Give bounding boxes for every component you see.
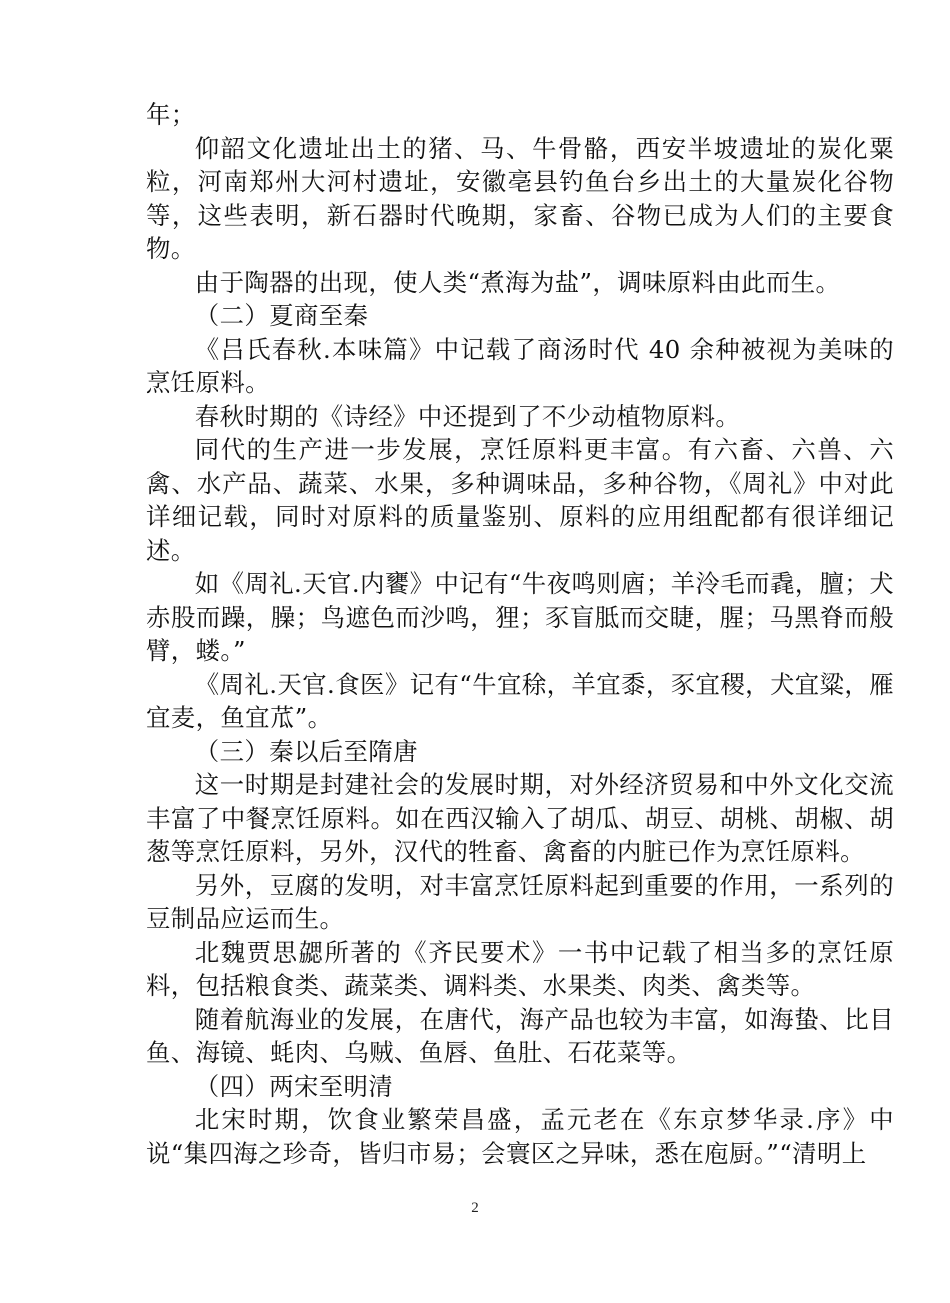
section-heading-3: （三）秦以后至隋唐 [194, 736, 418, 766]
paragraph-3: 由于陶器的出现，使人类“煮海为盐”，调味原料由此而生。 [194, 267, 841, 297]
document-body [146, 98, 894, 1170]
paragraph-2: 仰韶文化遗址出土的猪、马、牛骨骼，西安半坡遗址的炭化粟粒，河南郑州大河村遗址，安徽亳县钓鱼台乡出土的大量炭化谷物等，这些表明，新石器时代晚期，家畜、谷物已成为人们的主要食物。 [146, 133, 894, 263]
section-heading-2: （二）夏商至秦 [194, 301, 369, 330]
paragraph-7: 如《周礼.天官.内饔》中记有“牛夜鸣则庮；羊泠毛而毳，膻；犬赤股而躁，臊；鸟遮色而沙鸣，狸；豕盲胝而交睫，腥；马黑脊而般臂，蝼。” [146, 569, 894, 665]
page-number: 2 [471, 1200, 479, 1216]
paragraph-1: 年； [146, 100, 196, 129]
paragraph-11: 北魏贾思勰所著的《齐民要术》一书中记载了相当多的烹饪原料，包括粮食类、蔬菜类、调料类、水果类、肉类、禽类等。 [146, 937, 894, 1000]
section-heading-4: （四）两宋至明清 [194, 1071, 394, 1101]
paragraph-13: 北宋时期，饮食业繁荣昌盛，孟元老在《东京梦华录.序》中说“集四海之珍奇，皆归市易；会寰区之异味，悉在庖厨。”“清明上 [146, 1105, 894, 1168]
paragraph-10: 另外，豆腐的发明，对丰富烹饪原料起到重要的作用，一系列的豆制品应运而生。 [146, 870, 894, 933]
paragraph-4: 《吕氏春秋.本味篇》中记载了商汤时代 40 余种被视为美味的烹饪原料。 [146, 334, 894, 397]
paragraph-9: 这一时期是封建社会的发展时期，对外经济贸易和中外文化交流丰富了中餐烹饪原料。如在西汉输入了胡瓜、胡豆、胡桃、胡椒、胡葱等烹饪原料，另外，汉代的牲畜、禽畜的内脏已作为烹饪原料。 [146, 770, 894, 866]
paragraph-6: 同代的生产进一步发展，烹饪原料更丰富。有六畜、六兽、六禽、水产品、蔬菜、水果，多种调味品，多种谷物，《周礼》中对此详细记载，同时对原料的质量鉴别、原料的应用组配都有很详细记述。 [146, 435, 894, 565]
paragraph-12: 随着航海业的发展，在唐代，海产品也较为丰富，如海蛰、比目鱼、海镜、蚝肉、乌贼、鱼唇、鱼肚、石花菜等。 [146, 1004, 894, 1067]
paragraph-8: 《周礼.天官.食医》记有“牛宜稌，羊宜黍，豕宜稷，犬宜粱，雁宜麦，鱼宜苽”。 [146, 669, 894, 732]
paragraph-5: 春秋时期的《诗经》中还提到了不少动植物原料。 [194, 401, 741, 431]
